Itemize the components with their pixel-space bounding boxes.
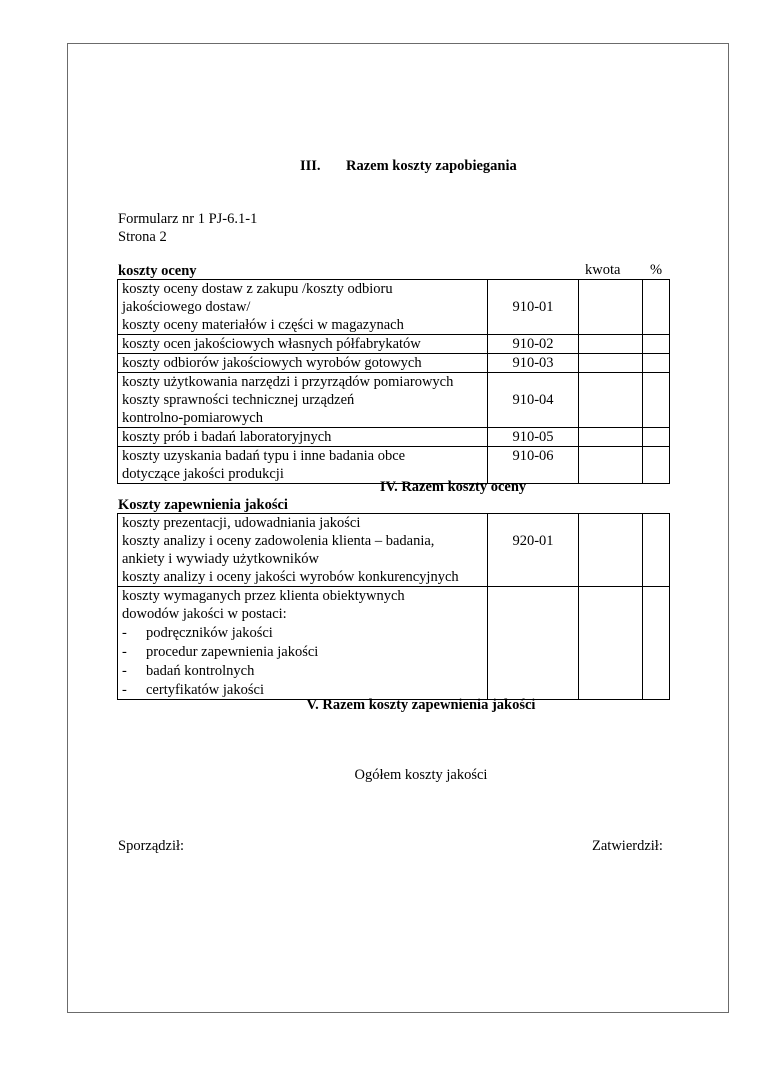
percent-cell[interactable]: [643, 335, 670, 354]
section-3-number: III.: [300, 158, 321, 174]
description-line: koszty odbiorów jakościowych wyrobów gotowych: [122, 355, 422, 371]
description-line: koszty prób i badań laboratoryjnych: [122, 429, 332, 445]
cost-description: [118, 587, 488, 700]
approved-by-label: Zatwierdził:: [592, 838, 663, 854]
overall-total: Ogółem koszty jakości: [354, 767, 488, 783]
zapewnienie-table: [117, 513, 670, 700]
description-line: koszty oceny materiałów i części w magazynach: [122, 317, 404, 333]
ocena-total: IV. Razem koszty oceny: [379, 479, 527, 495]
description-line: koszty analizy i oceny zadowolenia klienta – badania,: [122, 533, 435, 549]
description-line: koszty uzyskania badań typu i inne badania obce: [122, 448, 406, 464]
cost-description: [118, 373, 488, 428]
cost-description: [118, 335, 488, 354]
description-line: koszty prezentacji, udowadniania jakości: [122, 515, 361, 531]
account-code: 910-05: [488, 428, 579, 447]
ocena-table: [117, 279, 670, 484]
table-row: [118, 428, 670, 447]
description-line: jakościowego dostaw/: [122, 299, 251, 315]
form-name: Formularz nr 1 PJ-6.1-1: [118, 211, 258, 227]
list-item: - podręczników jakości: [122, 625, 273, 641]
cost-description: [118, 428, 488, 447]
amount-cell[interactable]: [579, 354, 643, 373]
account-code: [488, 587, 579, 700]
description-line: dotyczące jakości produkcji: [122, 466, 284, 482]
description-line: koszty wymaganych przez klienta obiektywnych: [122, 588, 405, 604]
amount-cell[interactable]: [579, 587, 643, 700]
cost-description: [118, 280, 488, 335]
description-line: koszty analizy i oceny jakości wyrobów konkurencyjnych: [122, 569, 459, 585]
amount-cell[interactable]: [579, 335, 643, 354]
account-code: 910-01: [488, 280, 579, 335]
ocena-header: koszty oceny: [118, 263, 197, 279]
percent-cell[interactable]: [643, 428, 670, 447]
table-row: [118, 373, 670, 428]
description-line: koszty oceny dostaw z zakupu /koszty odbioru: [122, 281, 393, 297]
account-code: 910-04: [488, 373, 579, 428]
list-item: - badań kontrolnych: [122, 663, 255, 679]
table-row: [118, 280, 670, 335]
description-line: koszty użytkowania narzędzi i przyrządów pomiarowych: [122, 374, 454, 390]
list-item: - certyfikatów jakości: [122, 682, 264, 698]
amount-cell[interactable]: [579, 428, 643, 447]
page-number: Strona 2: [118, 229, 167, 245]
percent-cell[interactable]: [643, 354, 670, 373]
kwota-header: kwota: [585, 262, 621, 278]
prepared-by-label: Sporządził:: [118, 838, 185, 854]
description-line: koszty ocen jakościowych własnych półfabrykatów: [122, 336, 421, 352]
account-code: 920-01: [488, 514, 579, 587]
description-line: ankiety i wywiady użytkowników: [122, 551, 319, 567]
account-code: 910-06: [488, 447, 579, 484]
amount-cell[interactable]: [579, 280, 643, 335]
cost-description: [118, 354, 488, 373]
description-line: dowodów jakości w postaci:: [122, 606, 287, 622]
percent-cell[interactable]: [643, 514, 670, 587]
zapewnienie-total: V. Razem koszty zapewnienia jakości: [306, 697, 536, 713]
percent-cell[interactable]: [643, 280, 670, 335]
percent-cell[interactable]: [643, 587, 670, 700]
zapewnienie-header: Koszty zapewnienia jakości: [118, 497, 288, 513]
list-item: - procedur zapewnienia jakości: [122, 644, 319, 660]
description-line: kontrolno-pomiarowych: [122, 410, 263, 426]
table-row: [118, 354, 670, 373]
cost-description: [118, 514, 488, 587]
amount-cell[interactable]: [579, 373, 643, 428]
description-line: koszty sprawności technicznej urządzeń: [122, 392, 355, 408]
account-code: 910-03: [488, 354, 579, 373]
table-row: [118, 335, 670, 354]
percent-header: %: [650, 262, 663, 278]
amount-cell[interactable]: [579, 514, 643, 587]
account-code: 910-02: [488, 335, 579, 354]
percent-cell[interactable]: [643, 373, 670, 428]
table-row: [118, 514, 670, 587]
table-row: [118, 587, 670, 700]
section-3-title: Razem koszty zapobiegania: [346, 158, 517, 174]
